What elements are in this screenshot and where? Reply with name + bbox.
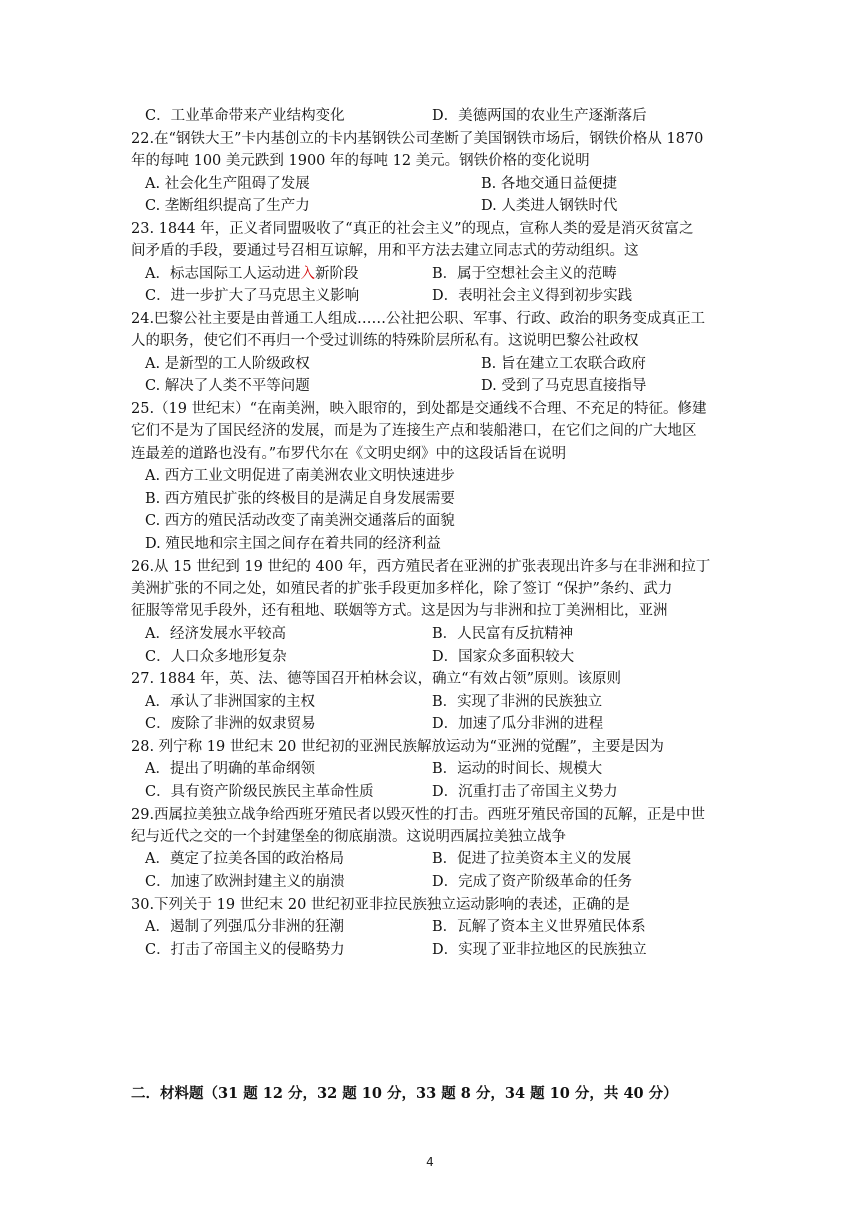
q21-option-c: C．工业革命带来产业结构变化 [145,108,345,124]
q22-stem-line2: 年的每吨 100 美元跌到 1900 年的每吨 12 美元。钢铁价格的变化说明 [131,153,590,169]
q23-stem-line2: 间矛盾的手段，要通过号召相互谅解，用和平方法去建立同志式的劳动组织。这 [131,243,639,259]
q23-option-a-text-1: A．标志国际工人运动进 [145,266,301,282]
q23-option-b: B．属于空想社会主义的范畴 [432,266,617,282]
q26-option-c: C．人口众多地形复杂 [145,649,287,665]
q22-option-b: B. 各地交通日益便捷 [481,176,617,192]
q23-option-a [145,263,358,285]
q22-option-d: D. 人类进人钢铁时代 [481,198,618,214]
q24-option-d: D. 受到了马克思直接指导 [481,378,647,394]
q25-option-c: C. 西方的殖民活动改变了南美洲交通落后的面貌 [145,513,455,529]
q24-option-a: A. 是新型的工人阶级政权 [145,356,310,372]
q26-stem-line1: 26.从 15 世纪到 19 世纪的 400 年，西方殖民者在亚洲的扩张表现出许多与在非洲和拉丁 [131,559,711,575]
q23-option-d: D．表明社会主义得到初步实践 [432,288,633,304]
q22-stem-line1: 22.在“钢铁大王”卡内基创立的卡内基钢铁公司垄断了美国钢铁市场后，钢铁价格从 1870 [131,131,704,147]
q28-option-b: B．运动的时间长、规模大 [432,761,603,777]
q30-option-d: D．实现了亚非拉地区的民族独立 [432,942,647,958]
q25-option-d: D. 殖民地和宗主国之间存在着共同的经济利益 [145,536,441,552]
q28-option-a: A．提出了明确的革命纲领 [145,761,315,777]
q24-stem-line2: 人的职务，使它们不再归一个受过训练的特殊阶层所私有。这说明巴黎公社政权 [131,333,639,349]
q29-option-d: D．完成了资产阶级革命的任务 [432,874,633,890]
q30-stem-line1: 30.下列关于 19 世纪末 20 世纪初亚非拉民族独立运动影响的表述，正确的是 [131,897,630,913]
q30-option-b: B．瓦解了资本主义世界殖民体系 [432,919,646,935]
q23-option-a-red-char: 入 [300,266,315,282]
q26-option-a: A．经济发展水平较高 [145,626,286,642]
q27-option-c: C．废除了非洲的奴隶贸易 [145,716,316,732]
q29-option-c: C．加速了欧洲封建主义的崩溃 [145,874,345,890]
q26-option-d: D．国家众多面积较大 [432,649,575,665]
q23-stem-line1: 23. 1844 年，正义者同盟吸收了“真正的社会主义”的现点，宣称人类的爱是消灭贫富之 [131,221,694,237]
q26-stem-line3: 征服等常见手段外，还有租地、联姻等方式。这是因为与非洲和拉丁美洲相比，亚洲 [131,603,668,619]
q26-option-b: B．人民富有反抗精神 [432,626,574,642]
q29-option-a: A．奠定了拉美各国的政治格局 [145,851,344,867]
q29-option-b: B．促进了拉美资本主义的发展 [432,851,632,867]
section-heading-material-questions: 二．材料题（31 题 12 分，32 题 10 分，33 题 8 分，34 题 10 分，共 40 分） [131,1085,678,1102]
q23-option-a-text-2: 新阶段 [314,266,359,282]
q30-option-c: C．打击了帝国主义的侵略势力 [145,942,345,958]
q22-option-a: A. 社会化生产阻碍了发展 [145,176,310,192]
q25-stem-line2: 它们不是为了国民经济的发展，而是为了连接生产点和装船港口，在它们之间的广大地区 [131,423,697,439]
q24-option-b: B. 旨在建立工农联合政府 [481,356,646,372]
q27-option-b: B．实现了非洲的民族独立 [432,694,603,710]
q26-stem-line2: 美洲扩张的不同之处，如殖民者的扩张手段更加多样化，除了签订 “保护”条约、武力 [131,581,673,597]
q28-option-d: D．沉重打击了帝国主义势力 [432,784,618,800]
q24-stem-line1: 24.巴黎公社主要是由普通工人组成……公社把公职、军事、行政、政治的职务变成真正工 [131,311,706,327]
q24-option-c: C. 解决了人类不平等问题 [145,378,310,394]
q23-option-c: C．进一步扩大了马克思主义影响 [145,288,360,304]
q27-stem-line1: 27. 1884 年，英、法、德等国召开柏林会议，确立“有效占领”原则。该原则 [131,671,622,687]
q30-option-a: A．遏制了列强瓜分非洲的狂潮 [145,919,344,935]
q29-stem-line2: 纪与近代之交的一个封建堡垒的彻底崩溃。这说明西属拉美独立战争 [131,829,566,845]
q25-stem-line1: 25.（19 世纪末）“在南美洲，映入眼帘的，到处都是交通线不合理、不充足的特征。修建 [131,401,707,417]
q28-stem-line1: 28. 列宁称 19 世纪末 20 世纪初的亚洲民族解放运动为“亚洲的觉醒”，主要是因为 [131,739,664,755]
q22-option-c: C. 垄断组织提高了生产力 [145,198,310,214]
q21-option-d: D．美德两国的农业生产逐渐落后 [432,108,647,124]
page-number: 4 [426,1155,434,1169]
q25-option-a: A. 西方工业文明促进了南美洲农业文明快速进步 [145,468,455,484]
q28-option-c: C．具有资产阶级民族民主革命性质 [145,784,374,800]
q25-stem-line3: 连最差的道路也没有。”布罗代尔在《文明史纲》中的这段话旨在说明 [131,446,567,462]
q29-stem-line1: 29.西属拉美独立战争给西班牙殖民者以毁灭性的打击。西班牙殖民帝国的瓦解，正是中世 [131,807,706,823]
q27-option-a: A．承认了非洲国家的主权 [145,694,315,710]
q27-option-d: D．加速了瓜分非洲的进程 [432,716,604,732]
q25-option-b: B. 西方殖民扩张的终极目的是满足自身发展需要 [145,491,455,507]
